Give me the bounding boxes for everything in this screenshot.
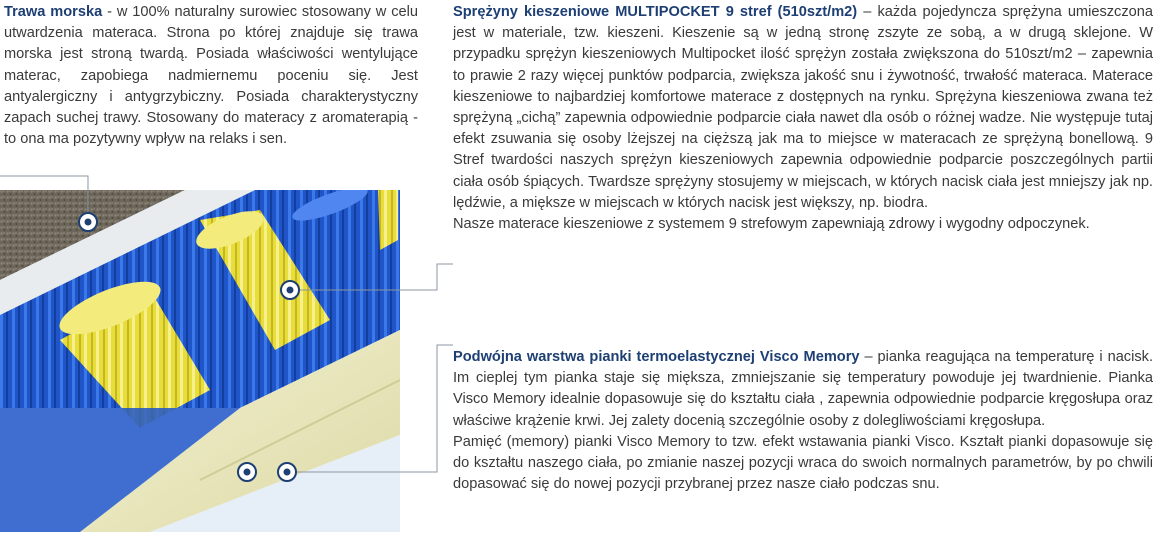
pocket-springs-summary: Nasze materace kieszeniowe z systemem 9 strefowym zapewniają zdrowy i wygodny odpoczynek. — [453, 216, 1090, 233]
seagrass-title: Trawa morska — [4, 4, 103, 20]
mattress-cross-section-image — [0, 190, 400, 532]
visco-foam-memory-text: Pamięć (memory) pianki Visco Memory to tzw. efekt wstawania pianki Visco. Kształt pianki dopasowuje się do kształtu naszego ciała, po zmianie naszej pozycji wraca do swoich normalnych parametrów, by po chwili dopasować się do nowej pozycji przybranej przez nasze ciało podczas snu. — [453, 433, 1153, 493]
visco-foam-description — [453, 347, 1153, 495]
visco-foam-title: Podwójna warstwa pianki termoelastycznej Visco Memory — [453, 349, 860, 365]
seagrass-text: - w 100% naturalny surowiec stosowany w celu utwardzenia materaca. Strona po której znajduje się trawa morska jest stroną twardą. Posiada właściwości wentylujące materac, zapobiega nadmiernemu poceniu się. Jest antyalergiczny i antygrzybiczny. Posiada charakterystyczny zapach suchej trawy. Stosowany do materacy z aromaterapią - to ona ma pozytywny wpływ na relaks i sen. — [4, 4, 418, 148]
visco-foam-text: – pianka reagująca na temperaturę i nacisk. Im cieplej tym pianka staje się miększa, zmniejszanie się temperatury powoduje jej twardnienie. Pianka Visco Memory idealnie dopasowuje się do kształtu ciała , zapewnia odpowiednie podparcie kręgosłupa oraz właściwe krążenie krwi. Jej zalety docenią szczególnie osoby z dolegliwościami kręgosłupa. — [453, 349, 1153, 429]
seagrass-description — [4, 2, 418, 150]
pocket-springs-title: Sprężyny kieszeniowe MULTIPOCKET 9 stref (510szt/m2) — [453, 4, 858, 20]
pocket-springs-description — [453, 2, 1153, 235]
pocket-springs-text: – każda pojedyncza sprężyna umieszczona jest w materiale, tzw. kieszeni. Kieszenie są w jedną stronę zszyte ze sobą, a w drugą sklejone. W przypadku sprężyn kieszeniowych Multipocket ilość sprężyn została zwiększona do 510szt/m2 – zapewnia to prawie 2 razy więcej punktów podparcia, zwiększa jakość snu i żywotność, trwałość materaca. Materace kieszeniowe to najbardziej komfortowe materace z dostępnych na rynku. Sprężyna kieszeniowa zwana też sprężyną „cichą” zapewnia odpowiednie podparcie ciała nawet dla osób o różnej wadze. Nie występuje tutaj efekt zsuwania się osoby lżejszej na cięższą jak ma to miejsce w materacach ze sprężyną bonellową. 9 Stref twardości naszych sprężyn kieszeniowych zapewnia odpowiednie podparcie poszczególnych partii ciała osób śpiących. Twardsze sprężyny stosujemy w miejscach, w których nacisk ciała jest mniejszy jak np. lędźwie, a miększe w miejscach w których nacisk jest większy, np. biodra. — [453, 4, 1153, 211]
